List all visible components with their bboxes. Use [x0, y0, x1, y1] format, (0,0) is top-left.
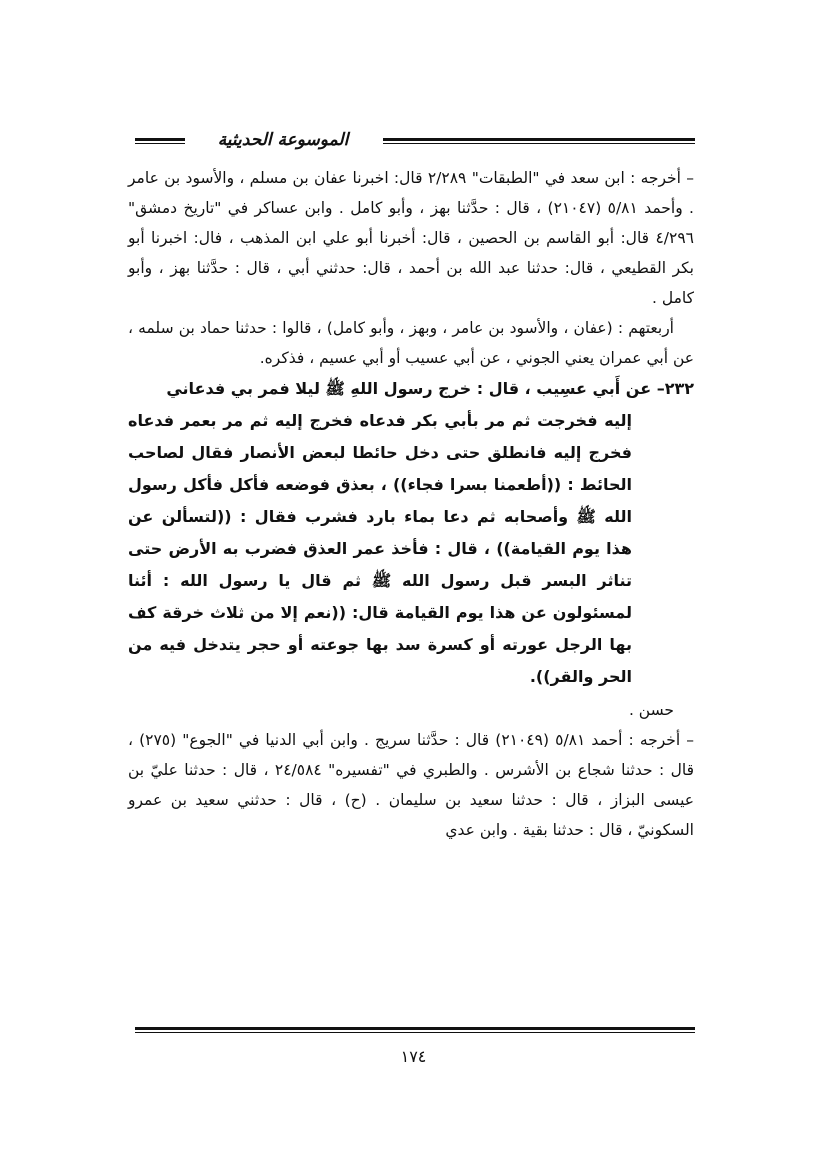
hadith-first-line: ٢٣٢– عن أَبي عسِيب ، قال : خرج رسول اللهِ ﷺ ليلا فمر بي فدعاني: [166, 379, 694, 398]
footer-divider: [135, 1027, 695, 1035]
takhrij-paragraph-1: – أخرجه : ابن سعد في "الطبقات" ٢/٢٨٩ قال: اخبرنا عفان بن مسلم ، والأسود بن عامر . وأحمد ٥/٨١ (٢١٠٤٧) ، قال : حدَّثنا بهز ، وأبو كامل . وابن عساكر في "تاريخ دمشق" ٤/٢٩٦ قال: أبو القاسم بن الحصين ، قال: أخبرنا أبو علي ابن المذهب ، فال: اخبرنا أبو بكر القطيعي ، قال: حدثنا عبد الله بن أحمد ، قال: حدثني أبي ، قال : حدَّثنا بهز ، وأبو كامل .: [128, 169, 694, 307]
page-number: ١٧٤: [400, 1047, 427, 1066]
hadith-text: إليه فخرجت ثم مر بأبي بكر فدعاه فخرج إليه ثم مر بعمر فدعاه فخرج إليه فانطلق حتى دخل حائطا لبعض الأنصار فقال لصاحب الحائط : ((أطعمنا بسرا فجاء)) ، بعذق فوضعه فأكل فأكل رسول الله ﷺ وأصحابه ثم دعا بماء بارد فشرب فقال : ((لتسألن عن هذا يوم القيامة)) ، قال : فأخذ عمر العذق فضرب به الأرض حتى تناثر البسر قبل رسول الله ﷺ ثم قال يا رسول الله : أئنا لمسئولون عن هذا يوم القيامة قال: ((نعم إلا من ثلاث خرقة كف بها الرجل عورته أو كسرة سد بها جوعته أو حجر يتدخل فيه من الحر والقر)).: [128, 411, 632, 686]
page-content: [128, 163, 694, 845]
running-title: الموسوعة الحديثية: [217, 130, 349, 150]
footer-rule-thick: [135, 1027, 695, 1030]
takhrij-paragraph-2: – أخرجه : أحمد ٥/٨١ (٢١٠٤٩) قال : حدَّثنا سريج . وابن أبي الدنيا في "الجوع" (٢٧٥) ، قال : حدثنا شجاع بن الأشرس . والطبري في "تفسيره" ٢٤/٥٨٤ ، قال : حدثنا عليّ بن عيسى البزاز ، قال : حدثنا سعيد بن سليمان . (ح) ، قال : حدثني سعيد بن عمرو السكونيّ ، قال : حدثنا بقية . وابن عدي: [128, 731, 695, 839]
header-rule-right: [383, 138, 695, 141]
hadith-grade: حسن .: [628, 701, 674, 719]
running-header: [135, 127, 695, 157]
takhrij-summary-paragraph: أربعتهم : (عفان ، والأسود بن عامر ، وبهز ، وأبو كامل) ، قالوا : حدثنا حماد بن سلمه ، عن أبي عمران يعني الجوني ، عن أبي عسيب أو أبي عسيم ، فذكره.: [128, 319, 694, 367]
hadith-232: [128, 373, 694, 693]
footer-rule-thin: [135, 1032, 695, 1033]
header-rule-left: [135, 138, 185, 141]
